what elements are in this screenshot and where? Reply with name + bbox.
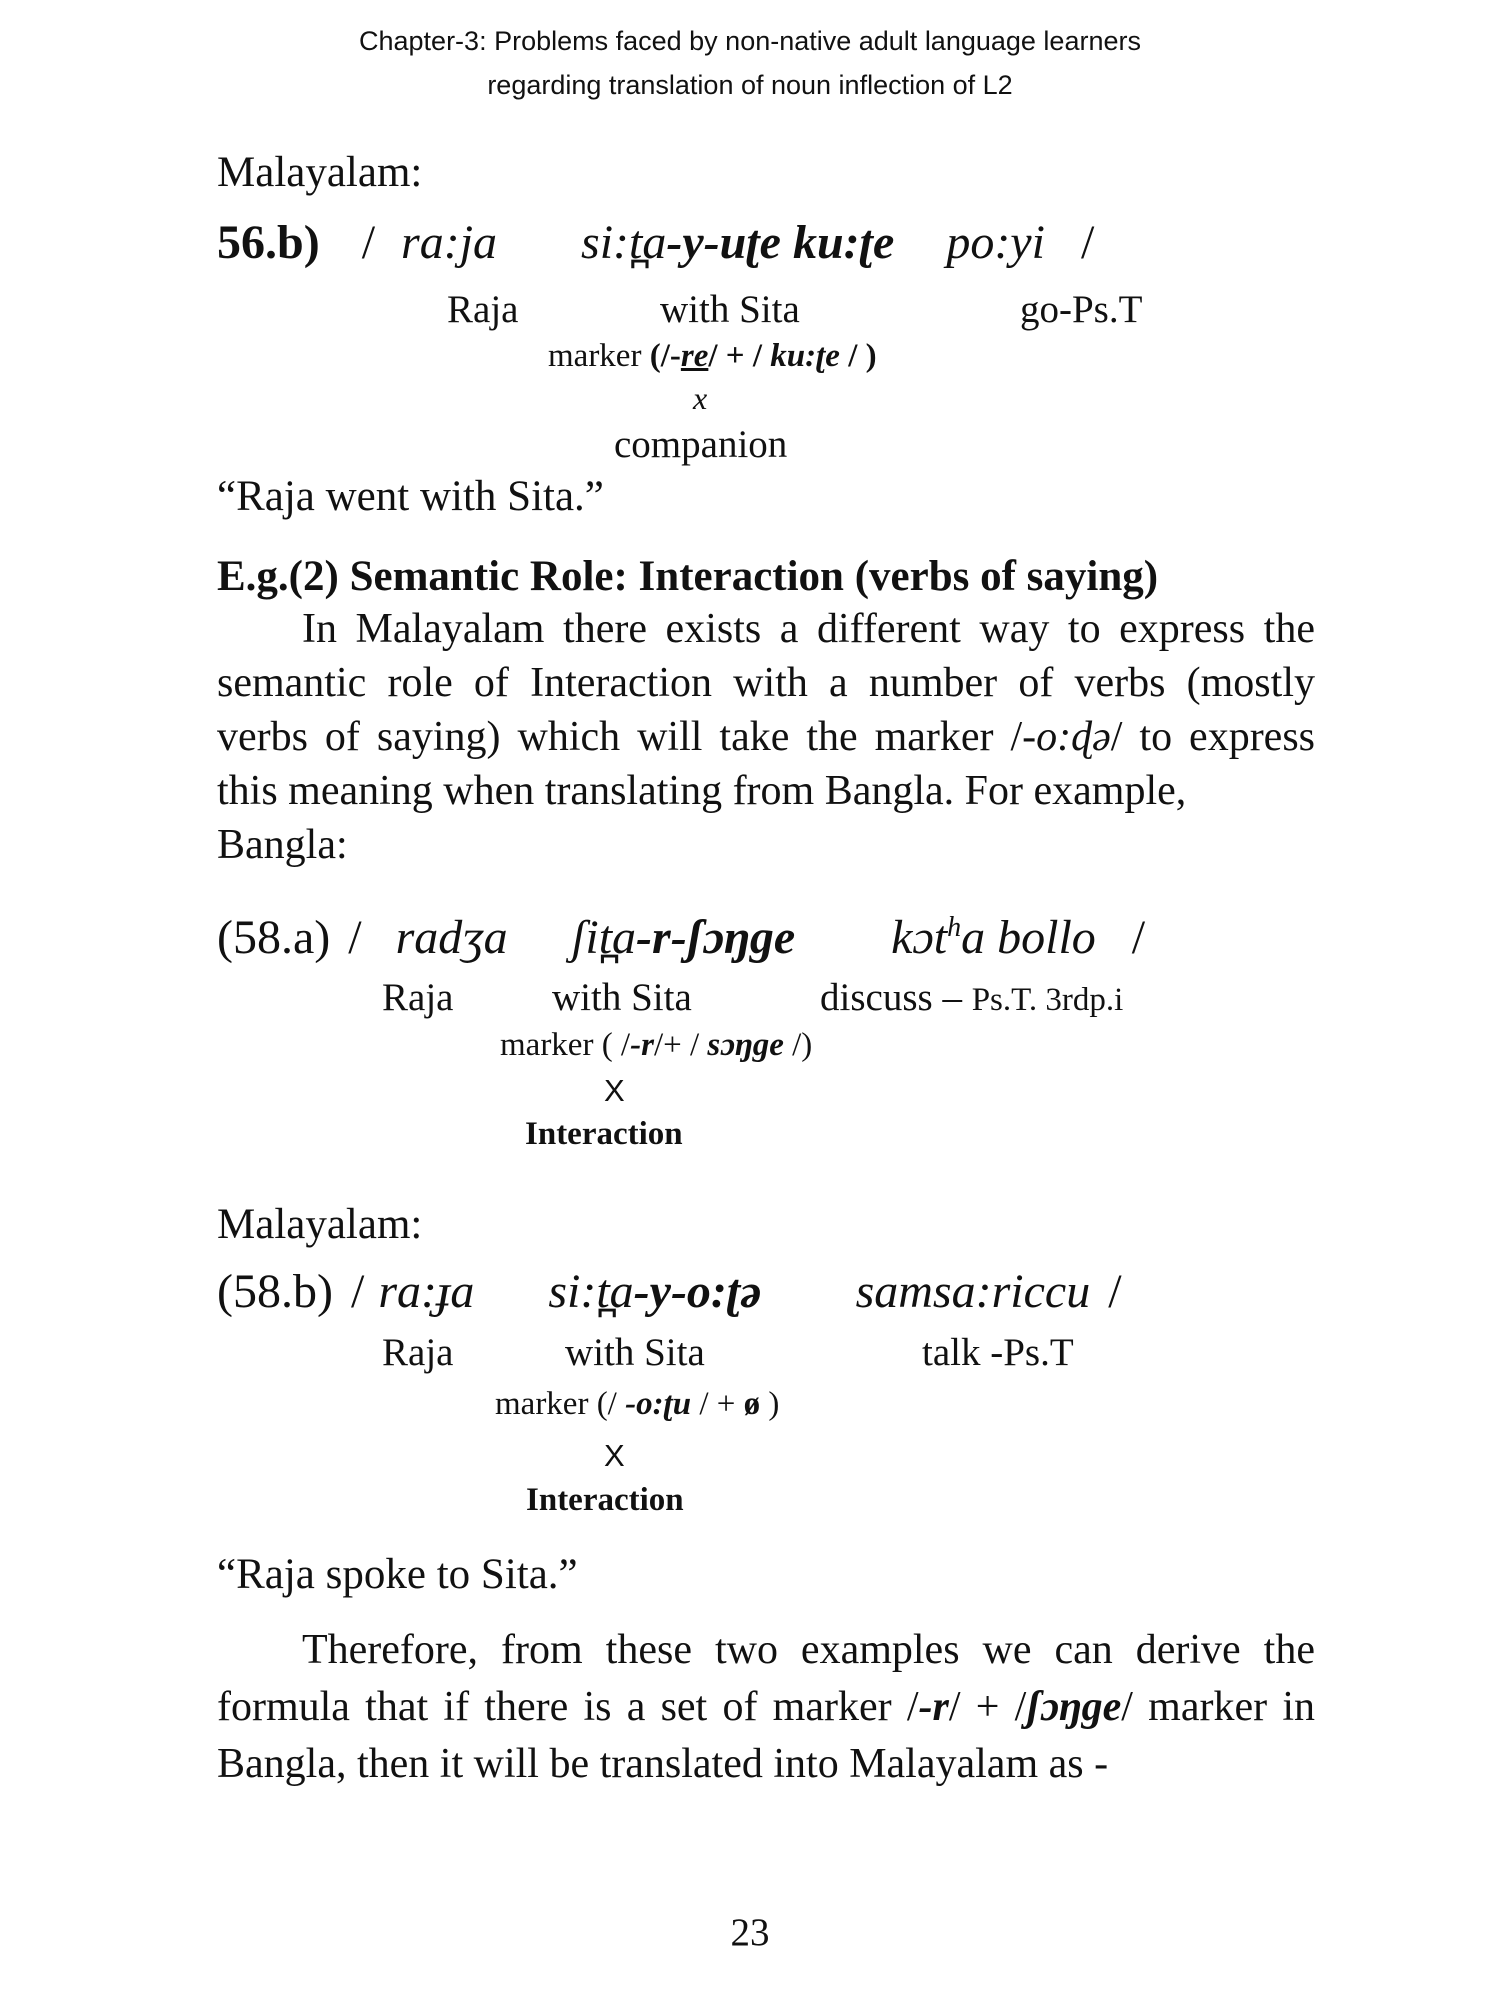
conclusion-text-b: / marker in Bangla, then it will be translated into Malayalam as - (217, 1684, 1316, 1787)
marker-songe: ʃɔŋge (1026, 1684, 1122, 1730)
role-interaction: Interaction (525, 1116, 683, 1152)
marker-open: (/- (649, 338, 681, 374)
role-interaction: Interaction (526, 1482, 684, 1518)
gloss-raja: Raja (447, 288, 519, 331)
slash: / (350, 1265, 365, 1318)
running-header-line2: regarding translation of noun inflection of L2 (487, 70, 1013, 100)
word-marker: -y-uʈe ku:ʈe (666, 216, 895, 269)
slash: / (361, 216, 376, 269)
word-kotha-a: kɔt (891, 911, 948, 964)
paragraph-text-a: In Malayalam there exists a different way to express the semantic role of Interaction with a number of verbs (mostly verbs of saying) which will take the marker / (217, 606, 1315, 760)
marker-null: ø (743, 1386, 761, 1422)
page-number: 23 (730, 1911, 770, 1954)
word-marker: -r-ʃɔŋge (636, 911, 796, 964)
word-sita: ʃit̪a (571, 911, 637, 964)
example-56b-line (217, 215, 1094, 270)
marker-close: / ) (839, 338, 877, 374)
marker-kute: ku:ʈe (770, 338, 840, 374)
marker-note (495, 1386, 779, 1423)
gloss-raja: Raja (382, 1331, 454, 1374)
gloss-with-sita: with Sita (660, 288, 800, 331)
conclusion-mid: / + / (948, 1684, 1027, 1730)
gloss-discuss-tense: Ps.T. 3rdp.i (971, 982, 1124, 1018)
slash: / (1108, 1265, 1122, 1318)
marker-songe: sɔŋge (707, 1027, 784, 1063)
word-raja: ra:ɟa (378, 1265, 475, 1318)
x-mark: X (604, 1438, 625, 1473)
paragraph-interaction (217, 602, 1315, 872)
paragraph-text (217, 602, 1315, 818)
gloss-with-sita: with Sita (565, 1331, 705, 1374)
word-kotha-b: a bollo (961, 911, 1096, 964)
word-raja: ra:ja (401, 216, 498, 269)
paragraph-conclusion (217, 1622, 1315, 1793)
gloss-talk-pst: talk -Ps.T (922, 1331, 1074, 1374)
section-heading: E.g.(2) Semantic Role: Interaction (verbs of saying) (217, 553, 1159, 600)
marker-note (548, 338, 877, 375)
marker-label: marker (/ (495, 1386, 626, 1422)
conclusion-text (217, 1622, 1315, 1793)
gloss-dash: – (932, 976, 972, 1019)
example-number: (58.a) (217, 911, 331, 964)
slash: / (348, 911, 362, 964)
marker-mid: /+ / (653, 1027, 708, 1063)
word-kotha (891, 911, 1096, 964)
example-number: 56.b) (217, 216, 320, 269)
marker-oda: -o:ɖə (1022, 714, 1111, 760)
gloss-go-pst: go-Ps.T (1020, 288, 1143, 331)
example-58a-line (217, 910, 1145, 965)
marker-close: /) (783, 1027, 813, 1063)
slash: / (1080, 216, 1095, 269)
marker-note (500, 1027, 812, 1064)
example-number: (58.b) (217, 1265, 333, 1318)
word-radja: radʒa (395, 911, 508, 964)
word-samsariccu: samsa:riccu (855, 1265, 1091, 1318)
paragraph-text-b: / to express this meaning when translating from Bangla. For example, (217, 714, 1316, 814)
role-companion: companion (614, 423, 788, 466)
conclusion-text-a: Therefore, from these two examples we can derive the formula that if there is a set of marker / (217, 1627, 1315, 1730)
gloss-with-sita: with Sita (552, 976, 692, 1019)
running-header-line1: Chapter-3: Problems faced by non-native adult language learners (359, 26, 1141, 56)
x-mark: x (693, 380, 708, 416)
marker-mid: / + / (708, 338, 771, 374)
marker-r: -r (918, 1684, 949, 1730)
word-sita: si:t̪a (581, 216, 667, 269)
word-marker: -y-o:ʈə (633, 1265, 762, 1318)
translation-58b: “Raja spoke to Sita.” (217, 1551, 578, 1598)
marker-label: marker (548, 338, 642, 374)
marker-mid: / + (691, 1386, 744, 1422)
gloss-discuss-verb: discuss (820, 976, 933, 1019)
language-label-bangla: Bangla: (217, 822, 348, 868)
gloss-raja: Raja (382, 976, 454, 1019)
example-58b-line (217, 1264, 1122, 1319)
marker-label: marker ( / (500, 1027, 631, 1063)
word-poyi: po:yi (946, 216, 1045, 269)
marker-r: -r (630, 1027, 654, 1063)
marker-otu: -o:ʈu (625, 1386, 692, 1422)
marker-re: re (680, 338, 709, 374)
translation-56b: “Raja went with Sita.” (217, 473, 604, 520)
slash: / (1131, 911, 1146, 964)
language-label-malayalam: Malayalam: (217, 149, 423, 196)
language-label-malayalam: Malayalam: (217, 1201, 423, 1248)
marker-close: ) (760, 1386, 780, 1422)
gloss-discuss (820, 975, 1123, 1020)
aspiration-sup: h (947, 912, 962, 943)
word-sita: si:t̪a (548, 1265, 634, 1318)
x-mark: X (604, 1073, 625, 1108)
